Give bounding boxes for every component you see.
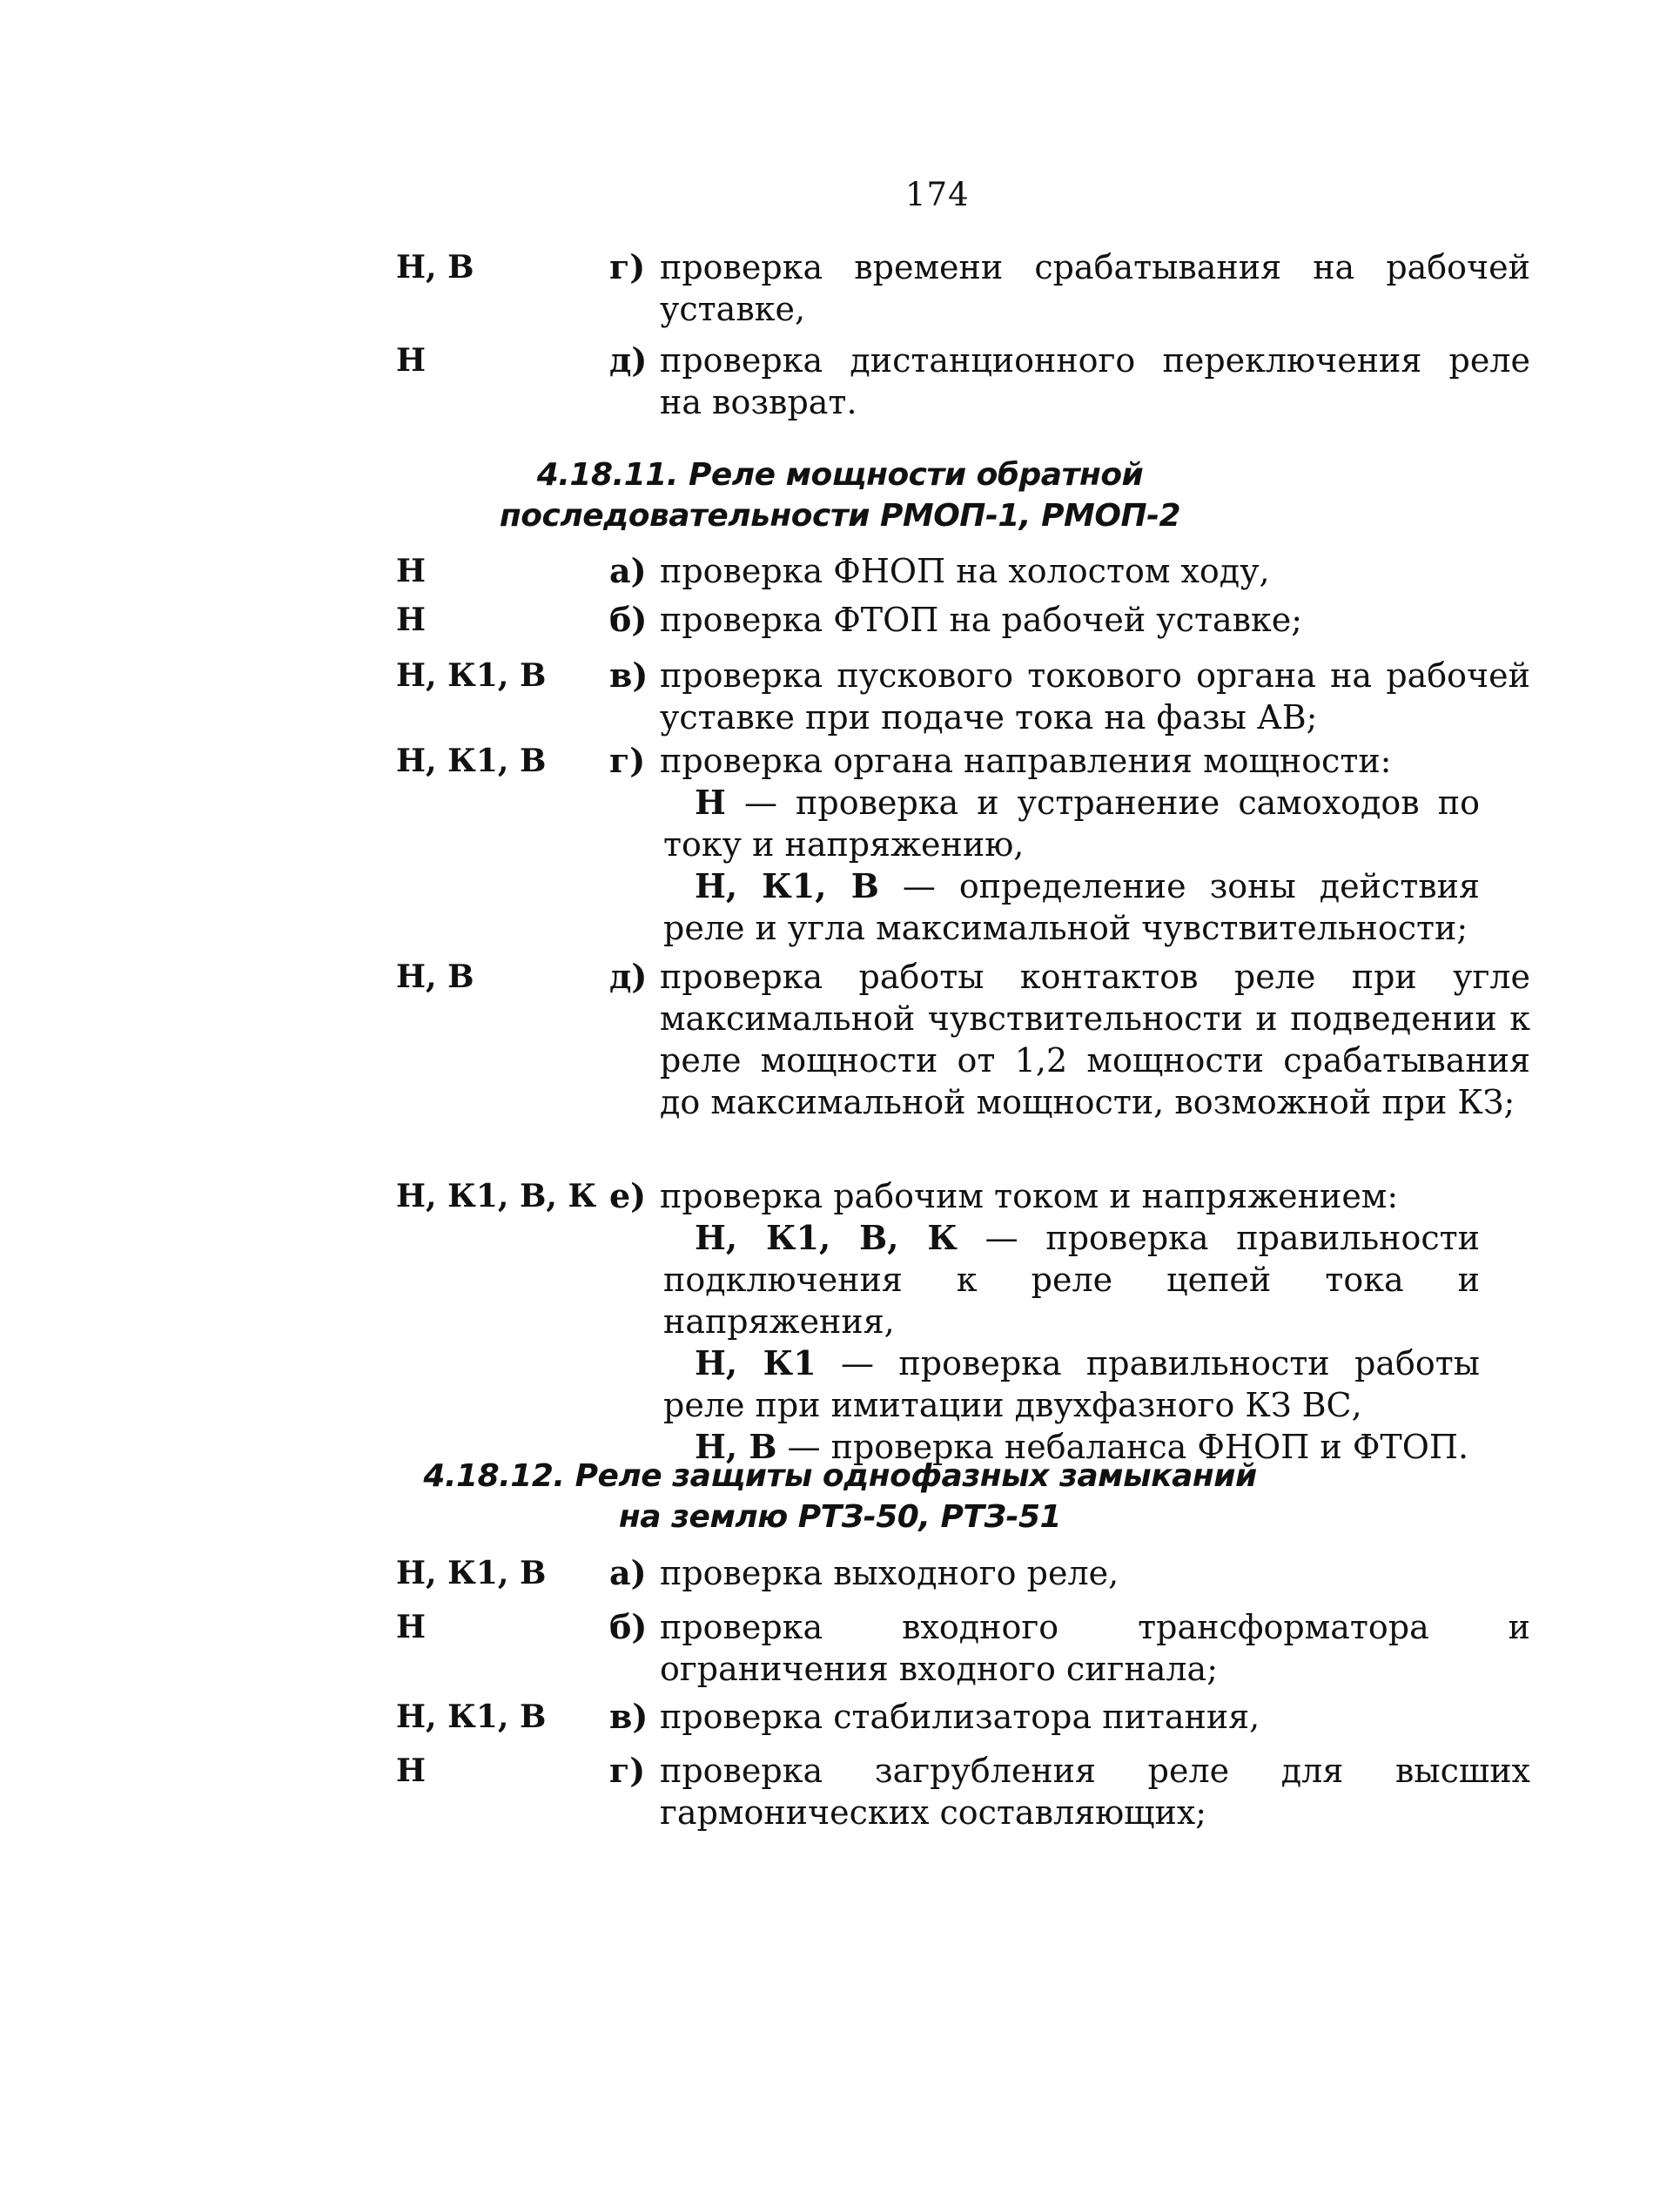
entry-text: проверка входного трансформатора и ограничения входного сигнала; xyxy=(660,1608,1530,1688)
entry-text: проверка рабочим током и напряжением: xyxy=(660,1177,1399,1215)
entry-letter: а) xyxy=(609,1553,647,1592)
entry-code: Н, К1, В xyxy=(396,1555,547,1591)
sub-item xyxy=(663,1217,1480,1342)
entry-code: Н, К1, В xyxy=(396,1699,547,1735)
section-heading-4-18-11 xyxy=(0,454,1680,536)
sub-item xyxy=(663,782,1480,865)
page-number: 174 xyxy=(905,176,970,213)
entry-letter: г) xyxy=(609,741,646,780)
sub-text: — проверка правильности работы реле при имитации двухфазного КЗ ВС, xyxy=(663,1344,1480,1424)
heading-line: 4.18.11. Реле мощности обратной xyxy=(536,457,1144,493)
entry-code: Н, К1, В xyxy=(396,743,547,779)
entry-letter: д) xyxy=(609,340,648,380)
sub-code: Н, К1, В xyxy=(695,866,879,905)
heading-line: последовательности РМОП-1, РМОП-2 xyxy=(499,498,1181,534)
entry-11-a xyxy=(0,550,1680,592)
entry-code: Н, В xyxy=(396,249,474,286)
entry-text: проверка дистанционного переключения реле на возврат. xyxy=(660,341,1530,421)
entry-11-e xyxy=(0,1175,1680,1468)
entry-code: Н xyxy=(396,342,427,379)
entry-top-d xyxy=(0,340,1680,423)
entry-11-g xyxy=(0,740,1680,949)
entry-top-g xyxy=(0,246,1680,330)
entry-text: проверка ФНОП на холостом ходу, xyxy=(660,552,1270,590)
entry-letter: е) xyxy=(609,1176,647,1215)
sub-text: — определение зоны действия реле и угла максимальной чувствительности; xyxy=(663,867,1480,947)
entry-code: Н, К1, В, К xyxy=(396,1178,597,1214)
entry-code: Н, В xyxy=(396,959,474,995)
entry-code: Н xyxy=(396,1752,427,1789)
entry-letter: в) xyxy=(609,1697,648,1736)
entry-text: проверка стабилизатора питания, xyxy=(660,1698,1260,1736)
entry-letter: г) xyxy=(609,1751,646,1790)
entry-letter: д) xyxy=(609,957,648,996)
entry-text: проверка работы контактов реле при угле максимальной чувствительности и подведении к реле мощности от 1,2 мощности срабатывания до максимальной мощности, возможной при КЗ; xyxy=(660,958,1530,1121)
entry-text: проверка ФТОП на рабочей уставке; xyxy=(660,601,1303,639)
entry-code: Н xyxy=(396,553,427,589)
heading-line: 4.18.12. Реле защиты однофазных замыканий xyxy=(423,1458,1257,1494)
entry-code: Н xyxy=(396,1609,427,1645)
sub-item xyxy=(663,865,1480,949)
sub-code: Н xyxy=(695,783,726,822)
sub-code: Н, В xyxy=(695,1427,777,1466)
entry-text: проверка времени срабатывания на рабочей уставке, xyxy=(660,248,1530,328)
entry-letter: г) xyxy=(609,247,646,286)
entry-letter: а) xyxy=(609,551,647,590)
sub-code: Н, К1, В, К xyxy=(695,1218,958,1257)
entry-letter: в) xyxy=(609,656,648,695)
heading-line: на землю РТЗ-50, РТЗ-51 xyxy=(618,1499,1062,1535)
entry-12-b xyxy=(0,1606,1680,1690)
entry-letter: б) xyxy=(609,1607,648,1646)
entry-text: проверка выходного реле, xyxy=(660,1554,1119,1592)
entry-11-v xyxy=(0,655,1680,738)
entry-text: проверка загрубления реле для высших гармонических составляющих; xyxy=(660,1752,1530,1832)
entry-12-v xyxy=(0,1696,1680,1738)
entry-code: Н xyxy=(396,602,427,638)
sub-text: — проверка правильности подключения к реле цепей тока и напряжения, xyxy=(663,1219,1480,1341)
entry-11-b xyxy=(0,599,1680,641)
sub-text: — проверка небаланса ФНОП и ФТОП. xyxy=(787,1428,1469,1466)
sub-code: Н, К1 xyxy=(695,1343,816,1382)
sub-item xyxy=(663,1342,1480,1426)
sub-text: — проверка и устранение самоходов по току и напряжению, xyxy=(663,784,1480,864)
entry-11-d xyxy=(0,956,1680,1123)
entry-12-a xyxy=(0,1552,1680,1594)
entry-letter: б) xyxy=(609,600,648,639)
entry-12-g xyxy=(0,1750,1680,1833)
entry-code: Н, К1, В xyxy=(396,657,547,694)
section-heading-4-18-12 xyxy=(0,1456,1680,1537)
entry-text: проверка пускового токового органа на рабочей уставке при подаче тока на фазы АВ; xyxy=(660,656,1530,737)
entry-text: проверка органа направления мощности: xyxy=(660,742,1392,780)
